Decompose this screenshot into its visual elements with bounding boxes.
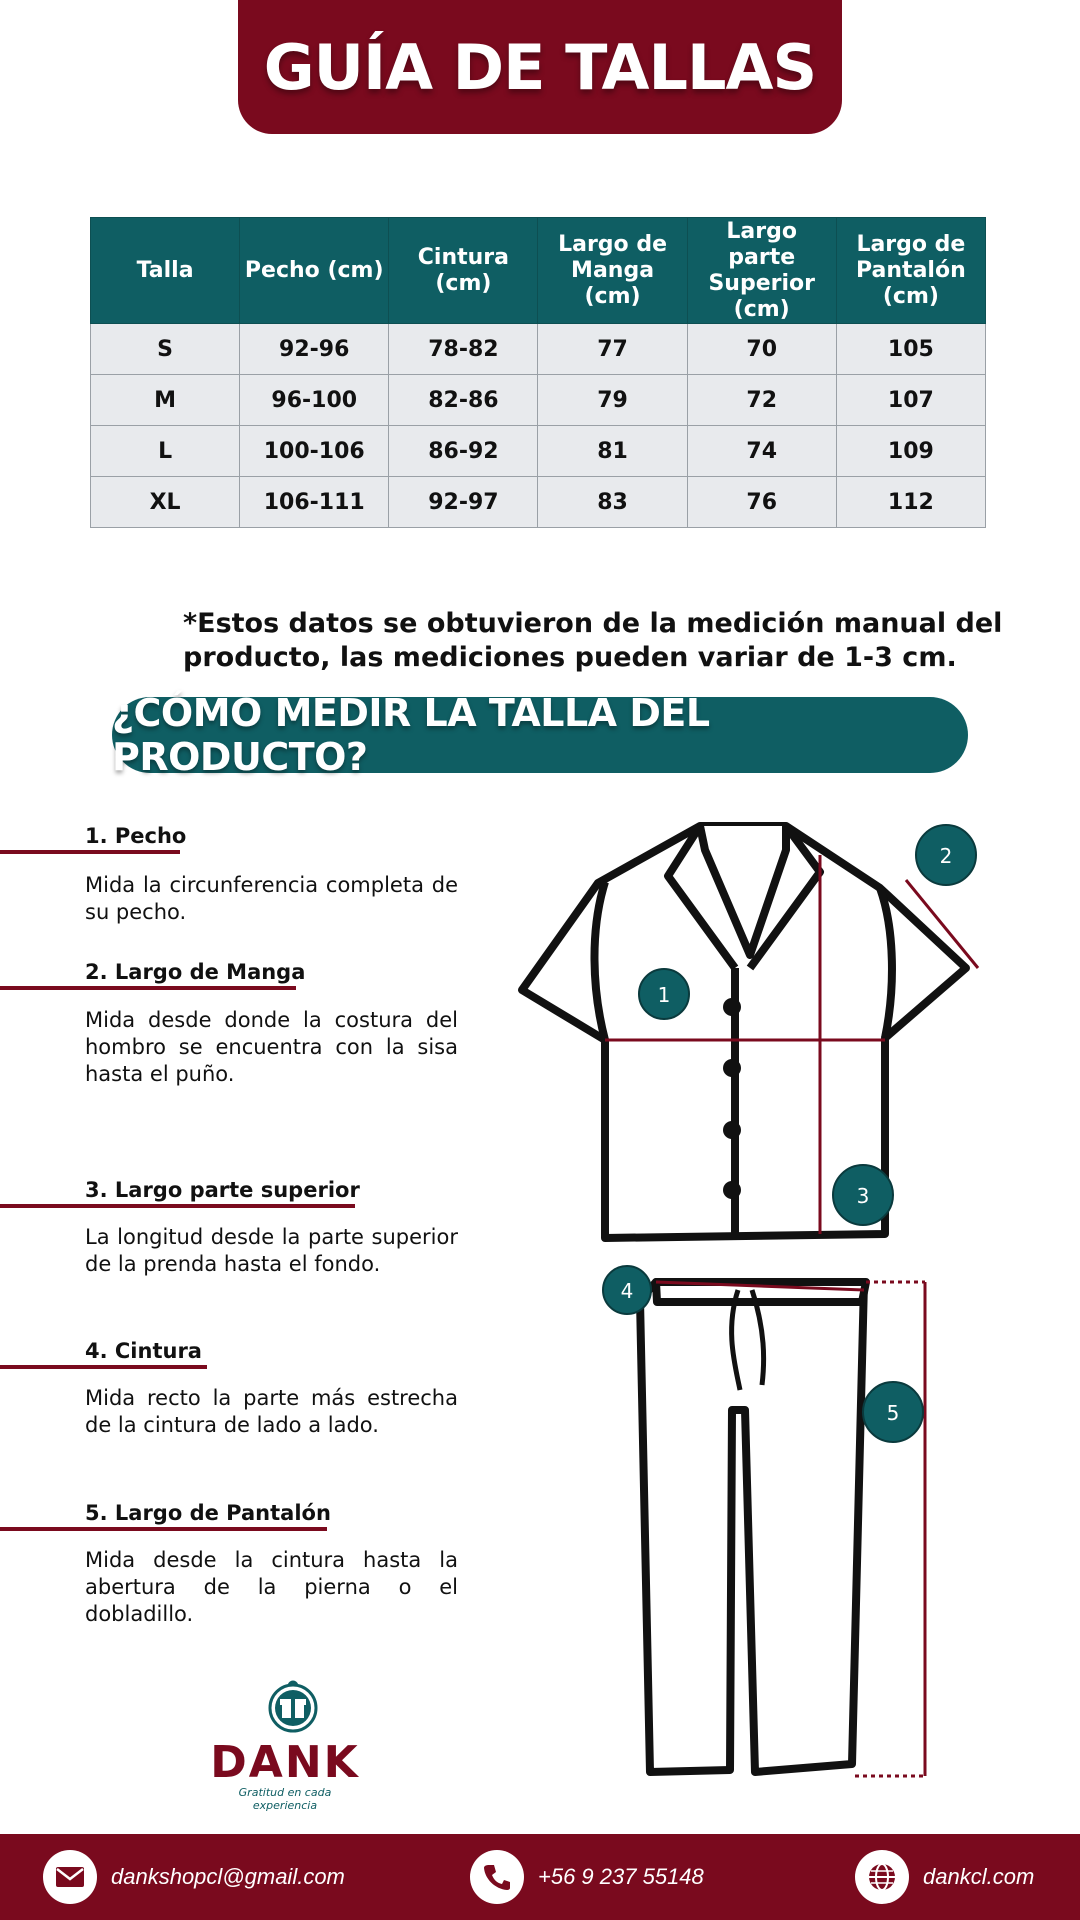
table-cell: 81 [538, 426, 687, 477]
marker-label: 2 [939, 844, 953, 868]
table-cell: 76 [687, 477, 836, 528]
marker-label: 3 [856, 1184, 870, 1208]
measure-marker-5 [863, 1382, 923, 1442]
step-5-text: Mida desde la cintura hasta la abertura de la pierna o el dobladillo. [85, 1548, 458, 1626]
table-row [91, 477, 986, 528]
step-3-text: La longitud desde la parte superior de la prenda hasta el fondo. [85, 1225, 458, 1276]
marker-label: 5 [886, 1401, 900, 1425]
measurement-note: *Estos datos se obtuvieron de la medición manual del producto, las mediciones pueden variar de 1-3 cm. [183, 608, 1003, 673]
footer-bar [0, 1834, 1080, 1920]
garment-diagram [505, 800, 1045, 1790]
table-cell: L [91, 426, 240, 477]
how-to-measure-title: ¿CÓMO MEDIR LA TALLA DEL PRODUCTO? [112, 691, 710, 779]
table-cell: XL [91, 477, 240, 528]
footer-phone[interactable] [470, 1834, 704, 1920]
measure-marker-1 [639, 969, 689, 1019]
shirt-illustration [522, 826, 966, 1238]
table-cell: 70 [687, 324, 836, 375]
table-cell: 92-96 [240, 324, 389, 375]
table-header-row [91, 218, 986, 324]
step-3-title: 3. Largo parte superior [85, 1178, 360, 1202]
table-cell: 78-82 [389, 324, 538, 375]
phone-icon [470, 1850, 524, 1904]
header-pecho: Pecho (cm) [240, 218, 389, 324]
header-talla: Talla [91, 218, 240, 324]
step-1-text: Mida la circunferencia completa de su pecho. [85, 873, 458, 924]
table-cell: 83 [538, 477, 687, 528]
measure-marker-4 [603, 1266, 651, 1314]
table-cell: 74 [687, 426, 836, 477]
footer-email-text: dankshopcl@gmail.com [111, 1864, 345, 1889]
header-cintura: Cintura (cm) [389, 218, 538, 324]
table-cell: 92-97 [389, 477, 538, 528]
step-3-heading [0, 1168, 360, 1208]
table-cell: 107 [836, 375, 985, 426]
table-cell: 77 [538, 324, 687, 375]
step-4-title: 4. Cintura [85, 1339, 202, 1363]
step-2-title: 2. Largo de Manga [85, 960, 306, 984]
measure-marker-2 [916, 825, 976, 885]
table-cell: 82-86 [389, 375, 538, 426]
table-cell: 96-100 [240, 375, 389, 426]
table-row [91, 426, 986, 477]
globe-icon [855, 1850, 909, 1904]
step-5-heading [0, 1491, 331, 1531]
table-cell: 105 [836, 324, 985, 375]
logo-tagline: Gratitud en cada experiencia [238, 1786, 332, 1812]
dank-logo [205, 1675, 385, 1812]
pants-illustration [640, 1282, 866, 1772]
marker-label: 4 [620, 1279, 634, 1303]
table-cell: 72 [687, 375, 836, 426]
step-1-heading [0, 814, 187, 854]
footer-website-text: dankcl.com [923, 1864, 1035, 1889]
table-cell: 86-92 [389, 426, 538, 477]
mail-icon [43, 1850, 97, 1904]
table-cell: M [91, 375, 240, 426]
step-5-title: 5. Largo de Pantalón [85, 1501, 331, 1525]
step-1-title: 1. Pecho [85, 824, 187, 848]
marker-label: 1 [657, 983, 671, 1007]
page-title: GUÍA DE TALLAS [263, 30, 817, 104]
table-cell: 79 [538, 375, 687, 426]
size-table [90, 217, 986, 528]
table-row [91, 324, 986, 375]
step-4-heading [0, 1329, 207, 1369]
table-cell: S [91, 324, 240, 375]
gift-icon [205, 1675, 365, 1737]
title-banner [238, 0, 842, 134]
footer-website[interactable] [855, 1834, 1034, 1920]
table-cell: 112 [836, 477, 985, 528]
step-4-text: Mida recto la parte más estrecha de la cintura de lado a lado. [85, 1386, 458, 1437]
how-to-measure-banner [112, 691, 968, 779]
footer-phone-text: +56 9 237 55148 [538, 1864, 704, 1889]
footer-email[interactable] [43, 1834, 345, 1920]
header-largo-pantalon: Largo de Pantalón (cm) [836, 218, 985, 324]
header-largo-superior: Largo parte Superior (cm) [687, 218, 836, 324]
header-largo-manga: Largo de Manga (cm) [538, 218, 687, 324]
step-2-text: Mida desde donde la costura del hombro se encuentra con la sisa hasta el puño. [85, 1008, 458, 1086]
step-2-heading [0, 950, 306, 990]
table-cell: 100-106 [240, 426, 389, 477]
table-cell: 106-111 [240, 477, 389, 528]
logo-wordmark: DANK [210, 1737, 360, 1788]
table-row [91, 375, 986, 426]
table-cell: 109 [836, 426, 985, 477]
measure-marker-3 [833, 1165, 893, 1225]
